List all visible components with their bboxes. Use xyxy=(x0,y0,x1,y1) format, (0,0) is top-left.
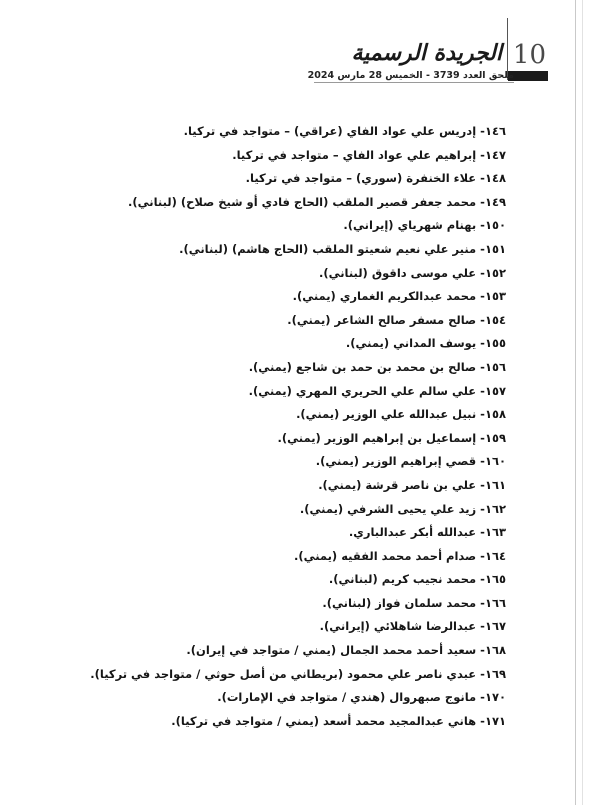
list-item: ١٦١- علي بن ناصر قرشة (يمني). xyxy=(318,477,506,492)
list-item: ١٥٨- نبيل عبدالله علي الوزير (يمني). xyxy=(296,407,506,422)
list-item: ١٦٧- عبدالرضا شاهلائي (إيراني). xyxy=(319,619,506,634)
header-bar xyxy=(508,71,548,81)
list-item: ١٥٦- صالح بن محمد بن حمد بن شاجع (يمني). xyxy=(248,359,506,374)
gazette-logo: الجريدة الرسمية xyxy=(351,40,502,66)
list-item: ١٦٥- محمد نجيب كريم (لبناني). xyxy=(328,572,506,587)
list-item: ١٥٣- محمد عبدالكريم الغماري (يمني). xyxy=(292,289,506,304)
list-item: ١٦٨- سعيد أحمد محمد الجمال (يمني / متواجد في إيران). xyxy=(186,643,506,658)
list-item: ١٦٤- صدام أحمد محمد الفقيه (يمني). xyxy=(293,548,506,563)
list-item: ١٥٤- صالح مسفر صالح الشاعر (يمني). xyxy=(287,312,506,327)
page-number: 10 xyxy=(512,40,546,70)
header-rule xyxy=(314,82,514,83)
list-item: ١٧١- هاني عبدالمجيد محمد أسعد (يمني / متواجد في تركيا). xyxy=(171,713,506,728)
list-item: ١٦٣- عبدالله أبكر عبدالباري. xyxy=(348,525,506,540)
page-edge-line xyxy=(575,0,576,805)
list-item: ١٤٩- محمد جعفر قصير الملقب (الحاج فادي أو شيخ صلاح) (لبناني). xyxy=(128,194,506,209)
list-item: ١٦٩- عبدي ناصر علي محمود (بريطاني من أصل حوثي / متواجد في تركيا). xyxy=(90,666,506,681)
list-item: ١٦٢- زيد علي يحيى الشرفي (يمني). xyxy=(299,501,506,516)
list-item: ١٥٩- إسماعيل بن إبراهيم الوزير (يمني). xyxy=(277,430,506,445)
list-item: ١٥٧- علي سالم علي الحريري المهري (يمني). xyxy=(248,383,506,398)
list-item: ١٥٥- يوسف المداني (يمني). xyxy=(345,336,506,351)
list-item: ١٥٢- علي موسى داقوق (لبناني). xyxy=(318,265,506,280)
list-item: ١٥٠- بهنام شهرياي (إيراني). xyxy=(343,218,506,233)
list-item: ١٦٠- قصي إبراهيم الوزير (يمني). xyxy=(315,454,506,469)
list-item: ١٧٠- مانوج صبهروال (هندي / متواجد في الإمارات). xyxy=(217,690,506,705)
issue-info: ملحق العدد 3739 - الخميس 28 مارس 2024 xyxy=(307,70,514,81)
list-item: ١٥١- منير علي نعيم شعيتو الملقب (الحاج هاشم) (لبناني). xyxy=(179,241,506,256)
list-item: ١٤٧- إبراهيم علي عواد الفاي – متواجد في تركيا. xyxy=(232,147,506,162)
page-edge-line-outer xyxy=(582,0,583,805)
list-item: ١٤٦- إدريس علي عواد الفاي (عراقي) – متواجد في تركيا. xyxy=(183,124,506,138)
list-item: ١٤٨- علاء الخنفرة (سوري) – متواجد في تركيا. xyxy=(245,171,506,186)
entries-list xyxy=(56,124,506,737)
list-item: ١٦٦- محمد سلمان فواز (لبناني). xyxy=(322,595,506,610)
